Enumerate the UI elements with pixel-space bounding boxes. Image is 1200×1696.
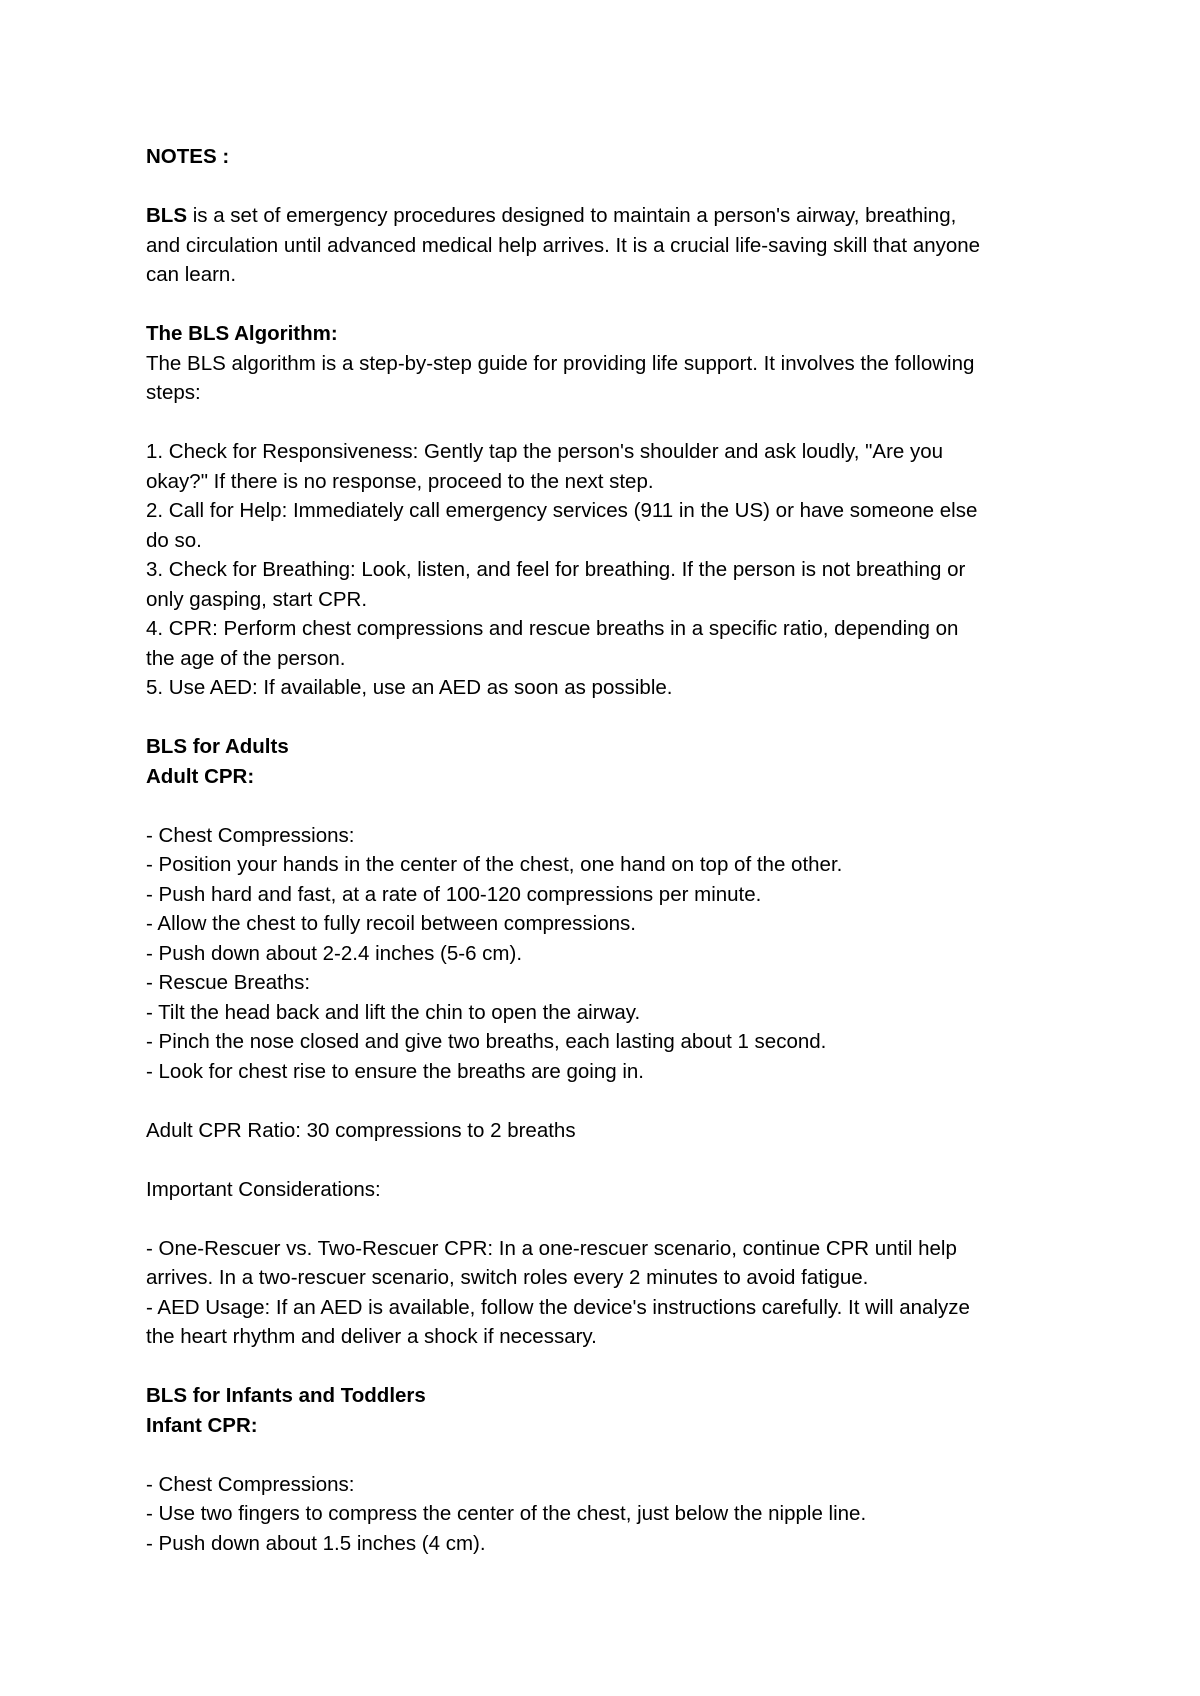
spacer — [146, 290, 1076, 320]
bls-term: BLS — [146, 204, 187, 227]
spacer — [146, 1440, 1076, 1470]
spacer — [146, 1086, 1076, 1116]
spacer — [146, 1145, 1076, 1175]
step-line-1: 1. Check for Responsiveness: Gently tap the person's shoulder and ask loudly, "Are you — [146, 440, 944, 463]
step-line-8: the age of the person. — [146, 646, 346, 670]
infant-item: - Chest Compressions: — [146, 1472, 355, 1496]
spacer — [146, 172, 1076, 202]
document-page — [146, 142, 1076, 1558]
spacer — [146, 1352, 1076, 1382]
spacer — [146, 1204, 1076, 1234]
adult-item: - Rescue Breaths: — [146, 971, 311, 994]
adult-item: - Position your hands in the center of the chest, one hand on top of the other. — [146, 853, 843, 876]
step-line-7: 4. CPR: Perform chest compressions and rescue breaths in a specific ratio, depending on — [146, 617, 959, 640]
adult-item: - Pinch the nose closed and give two breaths, each lasting about 1 second. — [146, 1030, 827, 1053]
adult-cpr-subheading: Adult CPR: — [146, 764, 255, 788]
infant-item: - Push down about 1.5 inches (4 cm). — [146, 1531, 486, 1555]
consideration-line: - AED Usage: If an AED is available, follow the device's instructions carefully. It will analyze — [146, 1295, 970, 1319]
adult-item: - Look for chest rise to ensure the breaths are going in. — [146, 1059, 644, 1083]
algorithm-heading: The BLS Algorithm: — [146, 322, 338, 345]
considerations-heading: Important Considerations: — [146, 1177, 381, 1201]
infant-item: - Use two fingers to compress the center of the chest, just below the nipple line. — [146, 1502, 867, 1525]
adult-item: - Push down about 2-2.4 inches (5-6 cm). — [146, 941, 523, 965]
step-line-5: 3. Check for Breathing: Look, listen, and feel for breathing. If the person is not breathing or — [146, 558, 966, 581]
intro-line-3: can learn. — [146, 263, 237, 286]
spacer — [146, 703, 1076, 733]
step-line-9: 5. Use AED: If available, use an AED as soon as possible. — [146, 676, 673, 699]
infant-cpr-subheading: Infant CPR: — [146, 1413, 258, 1437]
consideration-line: the heart rhythm and deliver a shock if necessary. — [146, 1325, 597, 1348]
intro-paragraph-line-1 — [146, 201, 1076, 231]
step-line-6: only gasping, start CPR. — [146, 587, 368, 611]
infants-heading: BLS for Infants and Toddlers — [146, 1384, 426, 1407]
adult-item: - Push hard and fast, at a rate of 100-120 compressions per minute. — [146, 882, 762, 906]
algorithm-line-1: The BLS algorithm is a step-by-step guide for providing life support. It involves the following — [146, 351, 975, 375]
step-line-4: do so. — [146, 528, 202, 552]
intro-line-2: and circulation until advanced medical help arrives. It is a crucial life-saving skill that anyone — [146, 233, 981, 257]
adults-heading: BLS for Adults — [146, 735, 289, 758]
spacer — [146, 408, 1076, 438]
step-line-3: 2. Call for Help: Immediately call emergency services (911 in the US) or have someone else — [146, 499, 978, 522]
intro-line-1-text: is a set of emergency procedures designed to maintain a person's airway, breathing, — [187, 204, 957, 227]
algorithm-line-2: steps: — [146, 381, 201, 404]
adult-item: - Chest Compressions: — [146, 823, 355, 847]
adult-item: - Tilt the head back and lift the chin to open the airway. — [146, 1000, 641, 1024]
notes-heading: NOTES : — [146, 145, 230, 168]
step-line-2: okay?" If there is no response, proceed to the next step. — [146, 469, 654, 493]
consideration-line: arrives. In a two-rescuer scenario, switch roles every 2 minutes to avoid fatigue. — [146, 1266, 869, 1289]
consideration-line: - One-Rescuer vs. Two-Rescuer CPR: In a one-rescuer scenario, continue CPR until help — [146, 1236, 957, 1260]
adult-cpr-ratio: Adult CPR Ratio: 30 compressions to 2 breaths — [146, 1118, 576, 1142]
adult-item: - Allow the chest to fully recoil between compressions. — [146, 912, 636, 935]
spacer — [146, 791, 1076, 821]
